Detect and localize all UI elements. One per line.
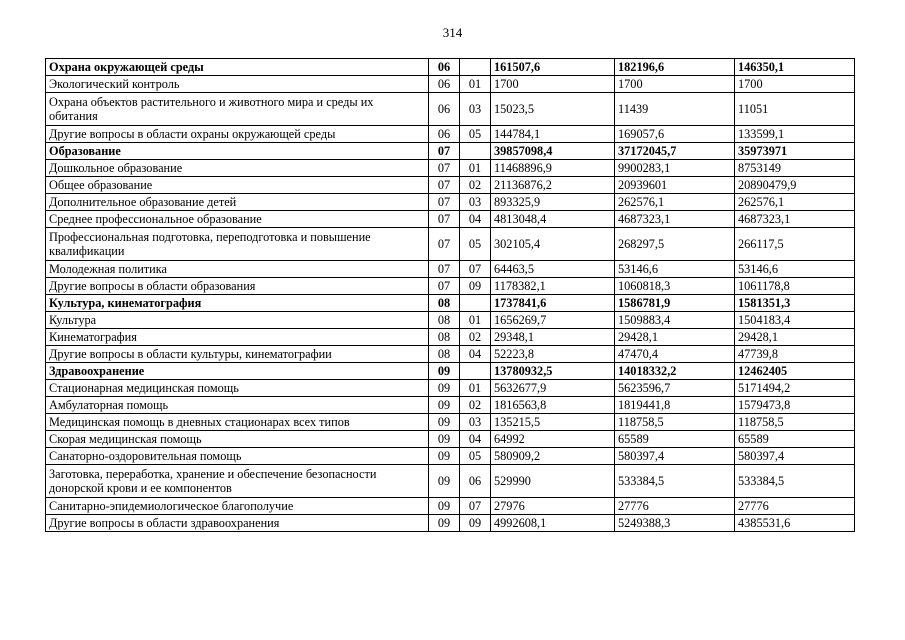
table-row — [46, 194, 855, 211]
row-subsection-code-cell: 07 — [460, 261, 491, 278]
row-subsection-code-cell: 04 — [460, 211, 491, 228]
row-subsection-code-cell: 03 — [460, 414, 491, 431]
row-name-cell: Стационарная медицинская помощь — [46, 380, 429, 397]
row-value-2-cell: 47470,4 — [615, 346, 735, 363]
table-row — [46, 498, 855, 515]
row-value-2-cell: 5623596,7 — [615, 380, 735, 397]
table-row — [46, 93, 855, 126]
row-value-3-cell: 1061178,8 — [735, 278, 855, 295]
table-row — [46, 160, 855, 177]
table-row — [46, 177, 855, 194]
row-value-2-cell: 29428,1 — [615, 329, 735, 346]
table-row — [46, 76, 855, 93]
budget-table — [45, 58, 855, 532]
row-name-cell: Другие вопросы в области здравоохранения — [46, 515, 429, 532]
row-subsection-code-cell: 04 — [460, 346, 491, 363]
row-subsection-code-cell: 01 — [460, 312, 491, 329]
row-value-2-cell: 1586781,9 — [615, 295, 735, 312]
row-name-cell: Молодежная политика — [46, 261, 429, 278]
row-name-cell: Общее образование — [46, 177, 429, 194]
row-name-cell: Амбулаторная помощь — [46, 397, 429, 414]
row-value-3-cell: 133599,1 — [735, 126, 855, 143]
row-subsection-code-cell — [460, 363, 491, 380]
row-value-2-cell: 1700 — [615, 76, 735, 93]
row-section-code-cell: 07 — [429, 278, 460, 295]
row-value-1-cell: 1737841,6 — [491, 295, 615, 312]
row-name-cell: Охрана окружающей среды — [46, 59, 429, 76]
row-section-code-cell: 06 — [429, 59, 460, 76]
row-value-3-cell: 146350,1 — [735, 59, 855, 76]
section-header-row — [46, 295, 855, 312]
row-section-code-cell: 09 — [429, 465, 460, 498]
row-subsection-code-cell: 01 — [460, 76, 491, 93]
row-value-3-cell: 4385531,6 — [735, 515, 855, 532]
row-name-cell: Дошкольное образование — [46, 160, 429, 177]
row-subsection-code-cell: 09 — [460, 278, 491, 295]
row-subsection-code-cell — [460, 295, 491, 312]
row-value-3-cell: 262576,1 — [735, 194, 855, 211]
row-section-code-cell: 06 — [429, 76, 460, 93]
row-value-1-cell: 15023,5 — [491, 93, 615, 126]
row-value-2-cell: 5249388,3 — [615, 515, 735, 532]
row-name-cell: Санаторно-оздоровительная помощь — [46, 448, 429, 465]
row-section-code-cell: 09 — [429, 414, 460, 431]
section-header-row — [46, 143, 855, 160]
row-value-3-cell: 1504183,4 — [735, 312, 855, 329]
row-subsection-code-cell — [460, 143, 491, 160]
table-row — [46, 380, 855, 397]
row-value-3-cell: 8753149 — [735, 160, 855, 177]
section-header-row — [46, 59, 855, 76]
row-value-1-cell: 5632677,9 — [491, 380, 615, 397]
row-value-2-cell: 11439 — [615, 93, 735, 126]
row-value-1-cell: 135215,5 — [491, 414, 615, 431]
row-value-1-cell: 4813048,4 — [491, 211, 615, 228]
row-name-cell: Медицинская помощь в дневных стационарах всех типов — [46, 414, 429, 431]
table-row — [46, 329, 855, 346]
row-value-3-cell: 1579473,8 — [735, 397, 855, 414]
row-value-1-cell: 52223,8 — [491, 346, 615, 363]
page-number: 314 — [442, 25, 463, 40]
table-row — [46, 278, 855, 295]
row-value-3-cell: 1700 — [735, 76, 855, 93]
table-row — [46, 312, 855, 329]
row-name-cell: Образование — [46, 143, 429, 160]
row-subsection-code-cell: 09 — [460, 515, 491, 532]
row-value-2-cell: 169057,6 — [615, 126, 735, 143]
row-value-2-cell: 53146,6 — [615, 261, 735, 278]
row-name-cell: Другие вопросы в области охраны окружающей среды — [46, 126, 429, 143]
row-value-2-cell: 533384,5 — [615, 465, 735, 498]
table-row — [46, 261, 855, 278]
row-value-1-cell: 1816563,8 — [491, 397, 615, 414]
row-name-cell: Среднее профессиональное образование — [46, 211, 429, 228]
row-value-3-cell: 5171494,2 — [735, 380, 855, 397]
row-value-1-cell: 39857098,4 — [491, 143, 615, 160]
row-name-cell: Скорая медицинская помощь — [46, 431, 429, 448]
row-section-code-cell: 07 — [429, 211, 460, 228]
row-subsection-code-cell: 04 — [460, 431, 491, 448]
row-value-1-cell: 11468896,9 — [491, 160, 615, 177]
row-section-code-cell: 07 — [429, 143, 460, 160]
row-subsection-code-cell: 02 — [460, 397, 491, 414]
row-name-cell: Культура — [46, 312, 429, 329]
row-value-3-cell: 35973971 — [735, 143, 855, 160]
row-value-2-cell: 65589 — [615, 431, 735, 448]
row-name-cell: Кинематография — [46, 329, 429, 346]
row-value-1-cell: 64463,5 — [491, 261, 615, 278]
row-section-code-cell: 08 — [429, 295, 460, 312]
row-value-3-cell: 11051 — [735, 93, 855, 126]
row-name-cell: Дополнительное образование детей — [46, 194, 429, 211]
row-section-code-cell: 07 — [429, 194, 460, 211]
row-value-3-cell: 118758,5 — [735, 414, 855, 431]
row-value-1-cell: 893325,9 — [491, 194, 615, 211]
row-name-cell: Здравоохранение — [46, 363, 429, 380]
row-value-1-cell: 29348,1 — [491, 329, 615, 346]
row-value-2-cell: 262576,1 — [615, 194, 735, 211]
row-subsection-code-cell: 03 — [460, 93, 491, 126]
row-value-2-cell: 4687323,1 — [615, 211, 735, 228]
row-value-3-cell: 12462405 — [735, 363, 855, 380]
row-name-cell: Охрана объектов растительного и животного мира и среды их обитания — [46, 93, 429, 126]
row-value-2-cell: 268297,5 — [615, 228, 735, 261]
row-value-1-cell: 580909,2 — [491, 448, 615, 465]
row-subsection-code-cell: 01 — [460, 380, 491, 397]
row-value-1-cell: 1700 — [491, 76, 615, 93]
row-name-cell: Профессиональная подготовка, переподготовка и повышение квалификации — [46, 228, 429, 261]
row-section-code-cell: 09 — [429, 380, 460, 397]
table-row — [46, 431, 855, 448]
row-value-2-cell: 9900283,1 — [615, 160, 735, 177]
section-header-row — [46, 363, 855, 380]
row-value-2-cell: 14018332,2 — [615, 363, 735, 380]
row-section-code-cell: 08 — [429, 329, 460, 346]
row-value-3-cell: 580397,4 — [735, 448, 855, 465]
row-section-code-cell: 09 — [429, 397, 460, 414]
row-name-cell: Экологический контроль — [46, 76, 429, 93]
row-value-1-cell: 13780932,5 — [491, 363, 615, 380]
row-value-1-cell: 1178382,1 — [491, 278, 615, 295]
row-name-cell: Другие вопросы в области культуры, кинематографии — [46, 346, 429, 363]
row-subsection-code-cell: 05 — [460, 228, 491, 261]
table-row — [46, 515, 855, 532]
row-value-2-cell: 118758,5 — [615, 414, 735, 431]
row-section-code-cell: 07 — [429, 160, 460, 177]
row-section-code-cell: 09 — [429, 515, 460, 532]
row-value-3-cell: 65589 — [735, 431, 855, 448]
table-row — [46, 346, 855, 363]
row-subsection-code-cell: 02 — [460, 329, 491, 346]
row-section-code-cell: 06 — [429, 126, 460, 143]
row-value-2-cell: 1509883,4 — [615, 312, 735, 329]
row-name-cell: Другие вопросы в области образования — [46, 278, 429, 295]
row-value-1-cell: 4992608,1 — [491, 515, 615, 532]
row-value-3-cell: 4687323,1 — [735, 211, 855, 228]
row-name-cell: Заготовка, переработка, хранение и обеспечение безопасности донорской крови и ее компонентов — [46, 465, 429, 498]
row-value-3-cell: 53146,6 — [735, 261, 855, 278]
row-section-code-cell: 07 — [429, 177, 460, 194]
row-value-2-cell: 1819441,8 — [615, 397, 735, 414]
row-section-code-cell: 06 — [429, 93, 460, 126]
row-subsection-code-cell: 03 — [460, 194, 491, 211]
table-row — [46, 414, 855, 431]
row-subsection-code-cell: 01 — [460, 160, 491, 177]
row-subsection-code-cell: 02 — [460, 177, 491, 194]
row-value-2-cell: 580397,4 — [615, 448, 735, 465]
row-subsection-code-cell: 07 — [460, 498, 491, 515]
row-subsection-code-cell: 06 — [460, 465, 491, 498]
row-section-code-cell: 07 — [429, 261, 460, 278]
row-value-1-cell: 64992 — [491, 431, 615, 448]
row-value-2-cell: 27776 — [615, 498, 735, 515]
row-section-code-cell: 07 — [429, 228, 460, 261]
row-subsection-code-cell — [460, 59, 491, 76]
table-row — [46, 126, 855, 143]
table-row — [46, 228, 855, 261]
table-row — [46, 397, 855, 414]
row-value-1-cell: 529990 — [491, 465, 615, 498]
table-row — [46, 211, 855, 228]
table-row — [46, 448, 855, 465]
row-value-2-cell: 1060818,3 — [615, 278, 735, 295]
budget-table-body — [46, 59, 855, 532]
row-subsection-code-cell: 05 — [460, 126, 491, 143]
row-section-code-cell: 09 — [429, 498, 460, 515]
row-value-3-cell: 1581351,3 — [735, 295, 855, 312]
table-row — [46, 465, 855, 498]
row-value-1-cell: 27976 — [491, 498, 615, 515]
row-value-1-cell: 21136876,2 — [491, 177, 615, 194]
row-value-1-cell: 1656269,7 — [491, 312, 615, 329]
row-subsection-code-cell: 05 — [460, 448, 491, 465]
row-section-code-cell: 08 — [429, 312, 460, 329]
row-value-3-cell: 47739,8 — [735, 346, 855, 363]
row-section-code-cell: 09 — [429, 363, 460, 380]
row-name-cell: Культура, кинематография — [46, 295, 429, 312]
row-value-1-cell: 302105,4 — [491, 228, 615, 261]
row-section-code-cell: 09 — [429, 448, 460, 465]
row-section-code-cell: 09 — [429, 431, 460, 448]
row-value-1-cell: 144784,1 — [491, 126, 615, 143]
row-value-2-cell: 37172045,7 — [615, 143, 735, 160]
row-value-1-cell: 161507,6 — [491, 59, 615, 76]
row-value-3-cell: 29428,1 — [735, 329, 855, 346]
row-value-3-cell: 266117,5 — [735, 228, 855, 261]
row-value-3-cell: 27776 — [735, 498, 855, 515]
row-value-3-cell: 20890479,9 — [735, 177, 855, 194]
row-section-code-cell: 08 — [429, 346, 460, 363]
row-value-3-cell: 533384,5 — [735, 465, 855, 498]
row-value-2-cell: 20939601 — [615, 177, 735, 194]
row-name-cell: Санитарно-эпидемиологическое благополучие — [46, 498, 429, 515]
row-value-2-cell: 182196,6 — [615, 59, 735, 76]
